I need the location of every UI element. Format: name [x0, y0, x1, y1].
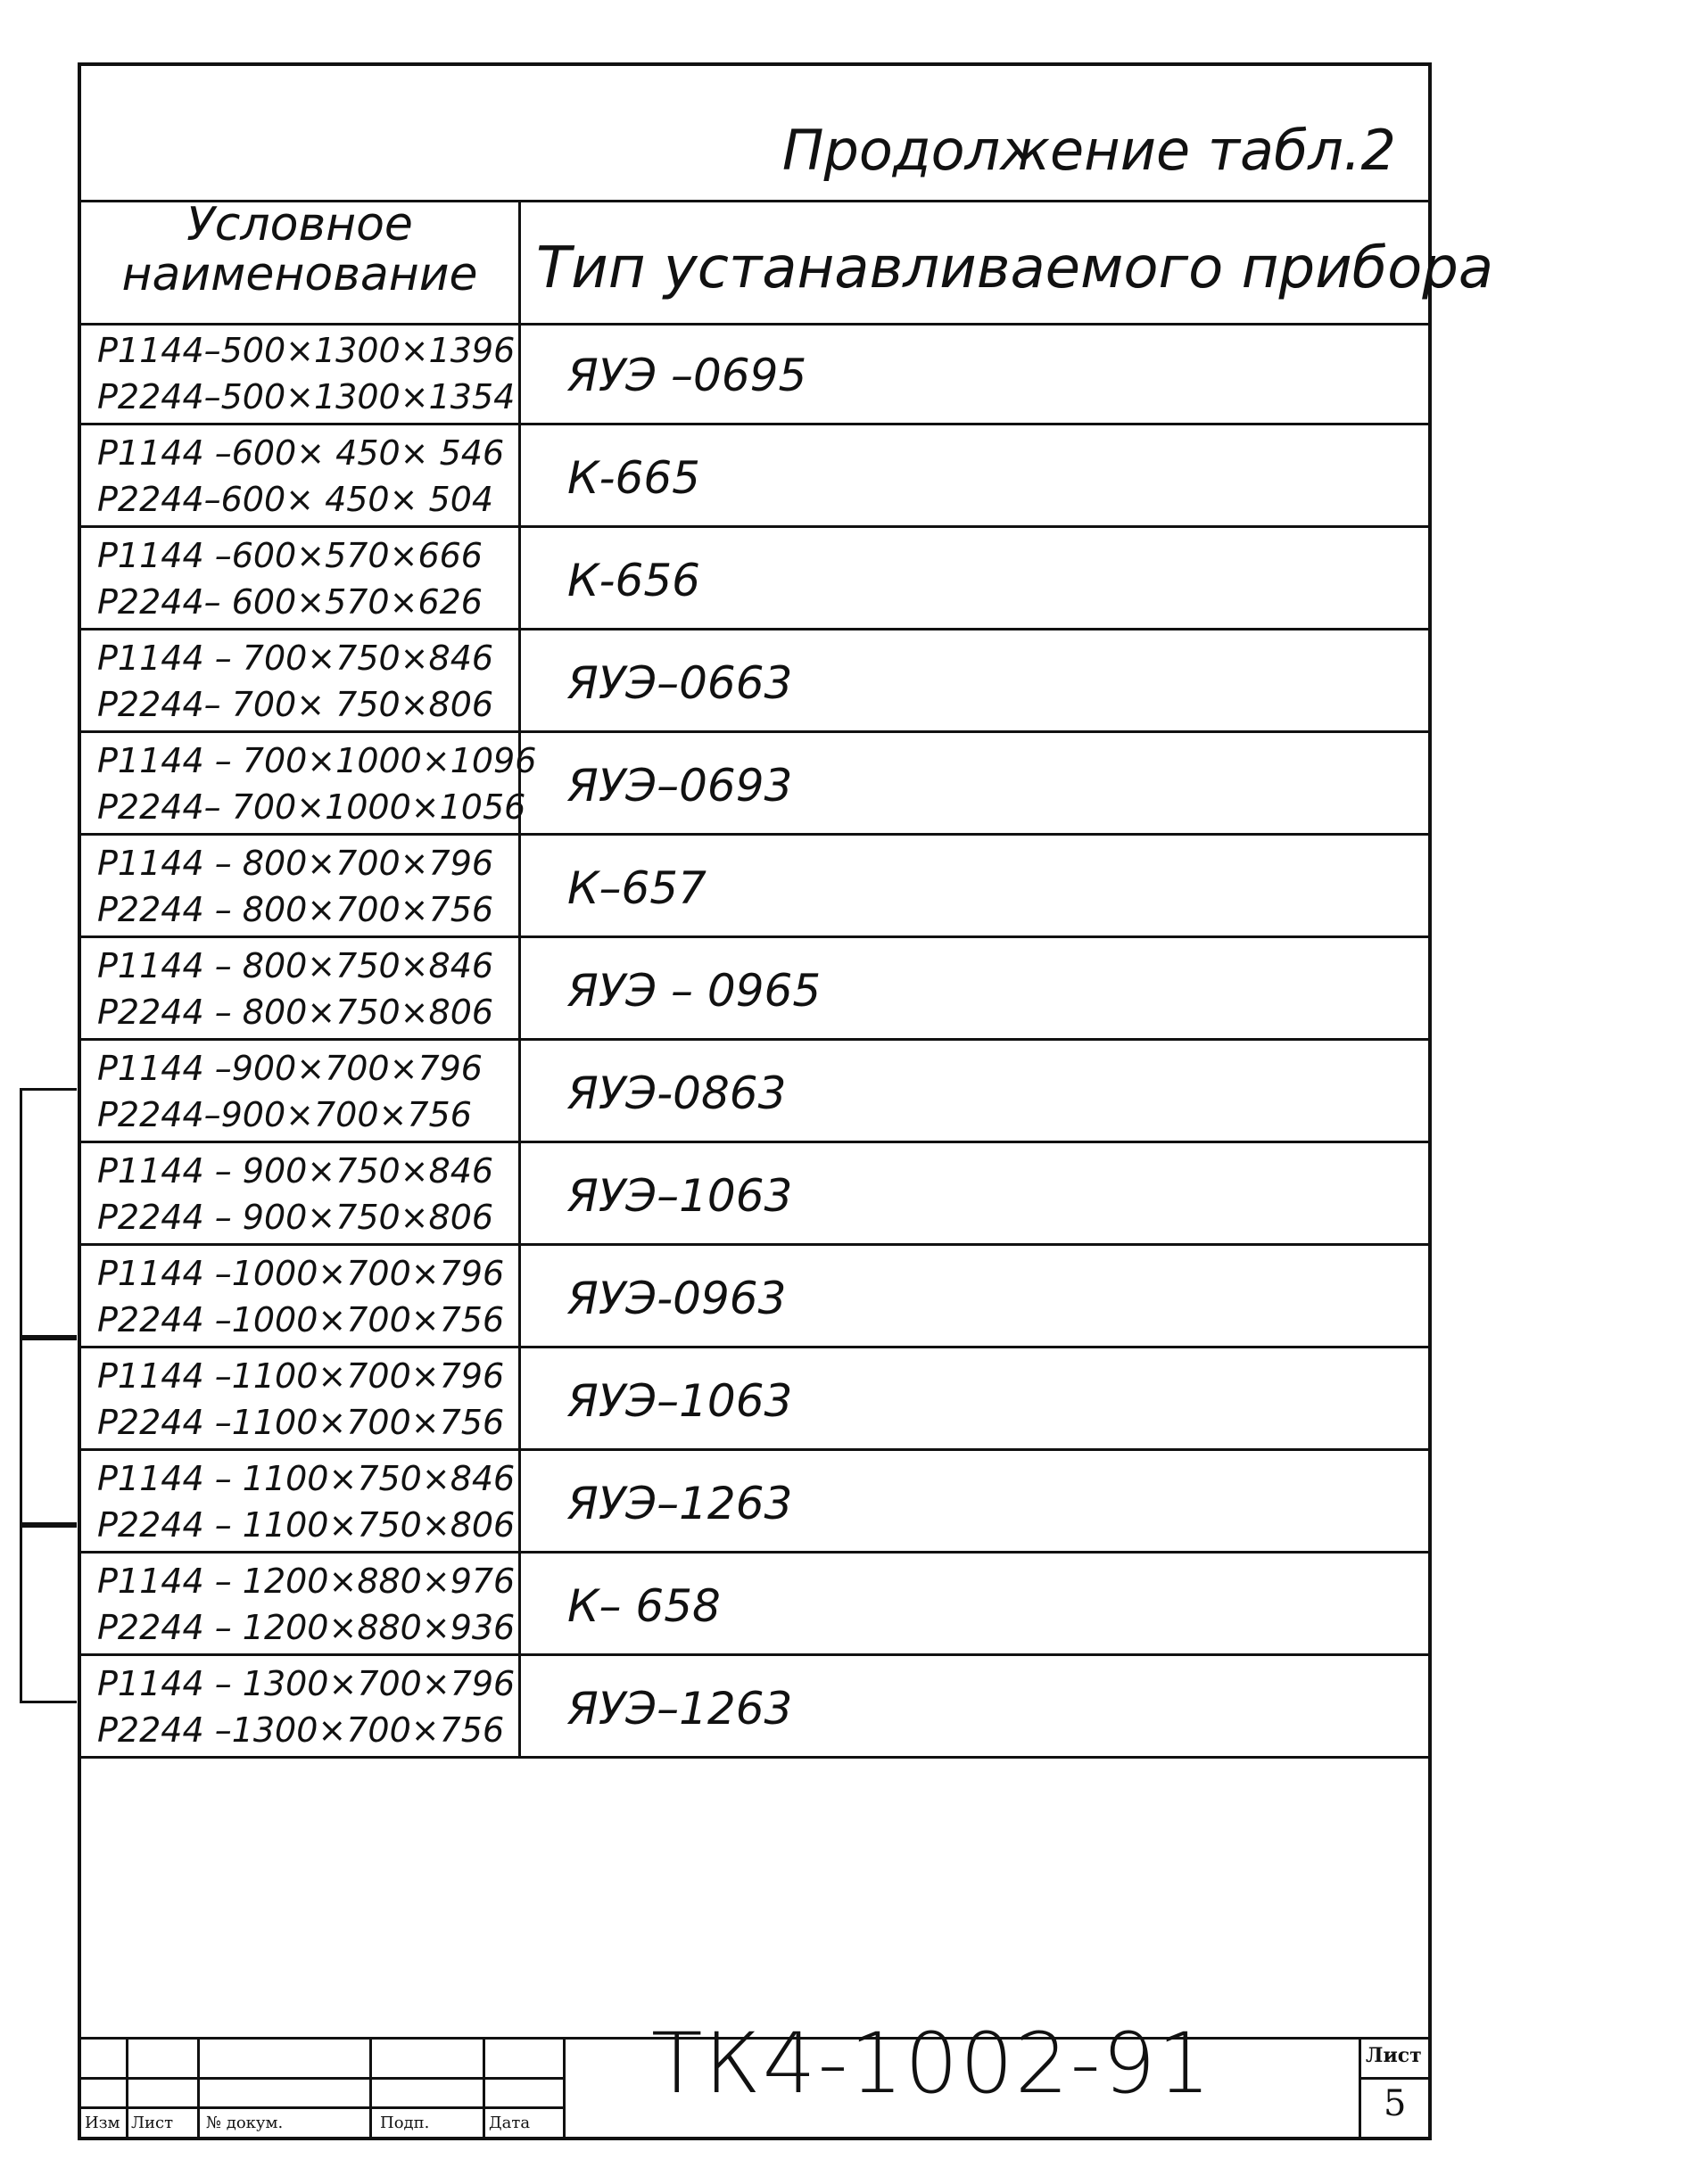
row-name-p1144: Р1144–500×1300×1396 [97, 331, 516, 370]
row-name-p1144: Р1144 – 1300×700×796 [97, 1664, 516, 1703]
row-device-type: ЯУЭ –0695 [567, 350, 807, 401]
stamp-mid-line [81, 2077, 563, 2080]
row-name-p1144: Р1144 – 1100×750×846 [97, 1459, 516, 1498]
table-row [81, 733, 1428, 836]
row-name-p2244: Р2244 –1000×700×756 [97, 1300, 505, 1339]
side-block-lower [20, 1525, 77, 1703]
column-header-type: Тип устанавливаемого прибора [536, 235, 1494, 301]
row-name-p2244: Р2244–500×1300×1354 [97, 377, 516, 416]
table-row [81, 1348, 1428, 1451]
row-name-p2244: Р2244 – 900×750×806 [97, 1198, 494, 1237]
stamp-col-date: Дата [489, 2114, 531, 2132]
stamp-col-1 [126, 2037, 128, 2140]
row-name-p1144: Р1144 –900×700×796 [97, 1049, 483, 1088]
column-header-name-line2: наименование [121, 248, 478, 301]
column-header-name [81, 200, 518, 300]
row-device-type: ЯУЭ–0693 [567, 760, 793, 812]
sheet-number: 5 [1384, 2083, 1407, 2124]
row-name-p2244: Р2244– 600×570×626 [97, 582, 483, 622]
row-name-p1144: Р1144 –1000×700×796 [97, 1254, 505, 1293]
row-name-p1144: Р1144 – 900×750×846 [97, 1151, 494, 1191]
stamp-sheet-divider [1359, 2037, 1361, 2140]
stamp-col-list: Лист [131, 2114, 174, 2132]
row-name-p1144: Р1144 –1100×700×796 [97, 1356, 505, 1396]
row-name-p1144: Р1144 – 800×750×846 [97, 946, 494, 985]
row-name-p1144: Р1144 – 800×700×796 [97, 844, 494, 883]
row-name-p2244: Р2244 – 800×750×806 [97, 993, 494, 1032]
row-name-p1144: Р1144 –600× 450× 546 [97, 433, 505, 473]
row-device-type: ЯУЭ–1263 [567, 1683, 793, 1735]
stamp-col-sign: Подп. [380, 2114, 430, 2132]
row-name-p1144: Р1144 – 700×750×846 [97, 639, 494, 678]
row-divider [81, 1756, 1428, 1759]
table-row [81, 1041, 1428, 1143]
row-name-p2244: Р2244 – 800×700×756 [97, 890, 494, 929]
row-device-type: ЯУЭ-0863 [567, 1067, 787, 1119]
row-device-type: К– 658 [567, 1580, 721, 1632]
table-row [81, 630, 1428, 733]
row-device-type: К-656 [567, 555, 700, 606]
drawing-frame [78, 62, 1494, 2140]
row-name-p2244: Р2244–900×700×756 [97, 1095, 472, 1134]
column-header-name-line1: Условное [186, 198, 413, 251]
side-handwritten-note [21, 1703, 71, 2140]
table-row [81, 836, 1428, 938]
sheet-label: Лист [1366, 2044, 1422, 2067]
table-row [81, 1451, 1428, 1554]
row-device-type: ЯУЭ-0963 [567, 1273, 787, 1324]
row-name-p2244: Р2244 – 1100×750×806 [97, 1505, 516, 1545]
table-row [81, 323, 1428, 425]
table-row [81, 1554, 1428, 1656]
table-row [81, 938, 1428, 1041]
row-name-p2244: Р2244– 700×1000×1056 [97, 787, 526, 827]
stamp-divider [563, 2037, 566, 2140]
row-device-type: ЯУЭ–1263 [567, 1478, 793, 1529]
row-device-type: К–657 [567, 862, 707, 914]
row-device-type: ЯУЭ – 0965 [567, 965, 822, 1017]
table-row [81, 1656, 1428, 1759]
stamp-col-3 [369, 2037, 372, 2140]
stamp-col-4 [483, 2037, 485, 2140]
row-name-p1144: Р1144 –600×570×666 [97, 536, 483, 575]
row-device-type: ЯУЭ–1063 [567, 1170, 793, 1222]
table-row [81, 425, 1428, 528]
row-name-p2244: Р2244–600× 450× 504 [97, 480, 494, 519]
document-number: ТК4-1002-91 [651, 2015, 1213, 2113]
row-device-type: ЯУЭ–0663 [567, 657, 793, 709]
row-device-type: К-665 [567, 452, 700, 504]
stamp-col-izm: Изм [85, 2114, 120, 2132]
stamp-sheet-line [1359, 2077, 1428, 2080]
row-device-type: ЯУЭ–1063 [567, 1375, 793, 1427]
stamp-row-line [81, 2106, 563, 2109]
table-row [81, 528, 1428, 630]
row-name-p2244: Р2244 –1300×700×756 [97, 1710, 505, 1750]
table-continuation-title: Продолжение табл.2 [781, 118, 1396, 183]
table-row [81, 1143, 1428, 1246]
row-name-p1144: Р1144 – 1200×880×976 [97, 1562, 516, 1601]
row-name-p2244: Р2244 – 1200×880×936 [97, 1608, 516, 1647]
side-block-middle [20, 1338, 77, 1525]
table-row [81, 1246, 1428, 1348]
stamp-col-2 [197, 2037, 200, 2140]
row-name-p2244: Р2244– 700× 750×806 [97, 685, 494, 724]
stamp-col-doc: № докум. [206, 2114, 284, 2132]
row-name-p1144: Р1144 – 700×1000×1096 [97, 741, 537, 780]
row-name-p2244: Р2244 –1100×700×756 [97, 1403, 505, 1442]
side-block-upper [20, 1088, 77, 1338]
